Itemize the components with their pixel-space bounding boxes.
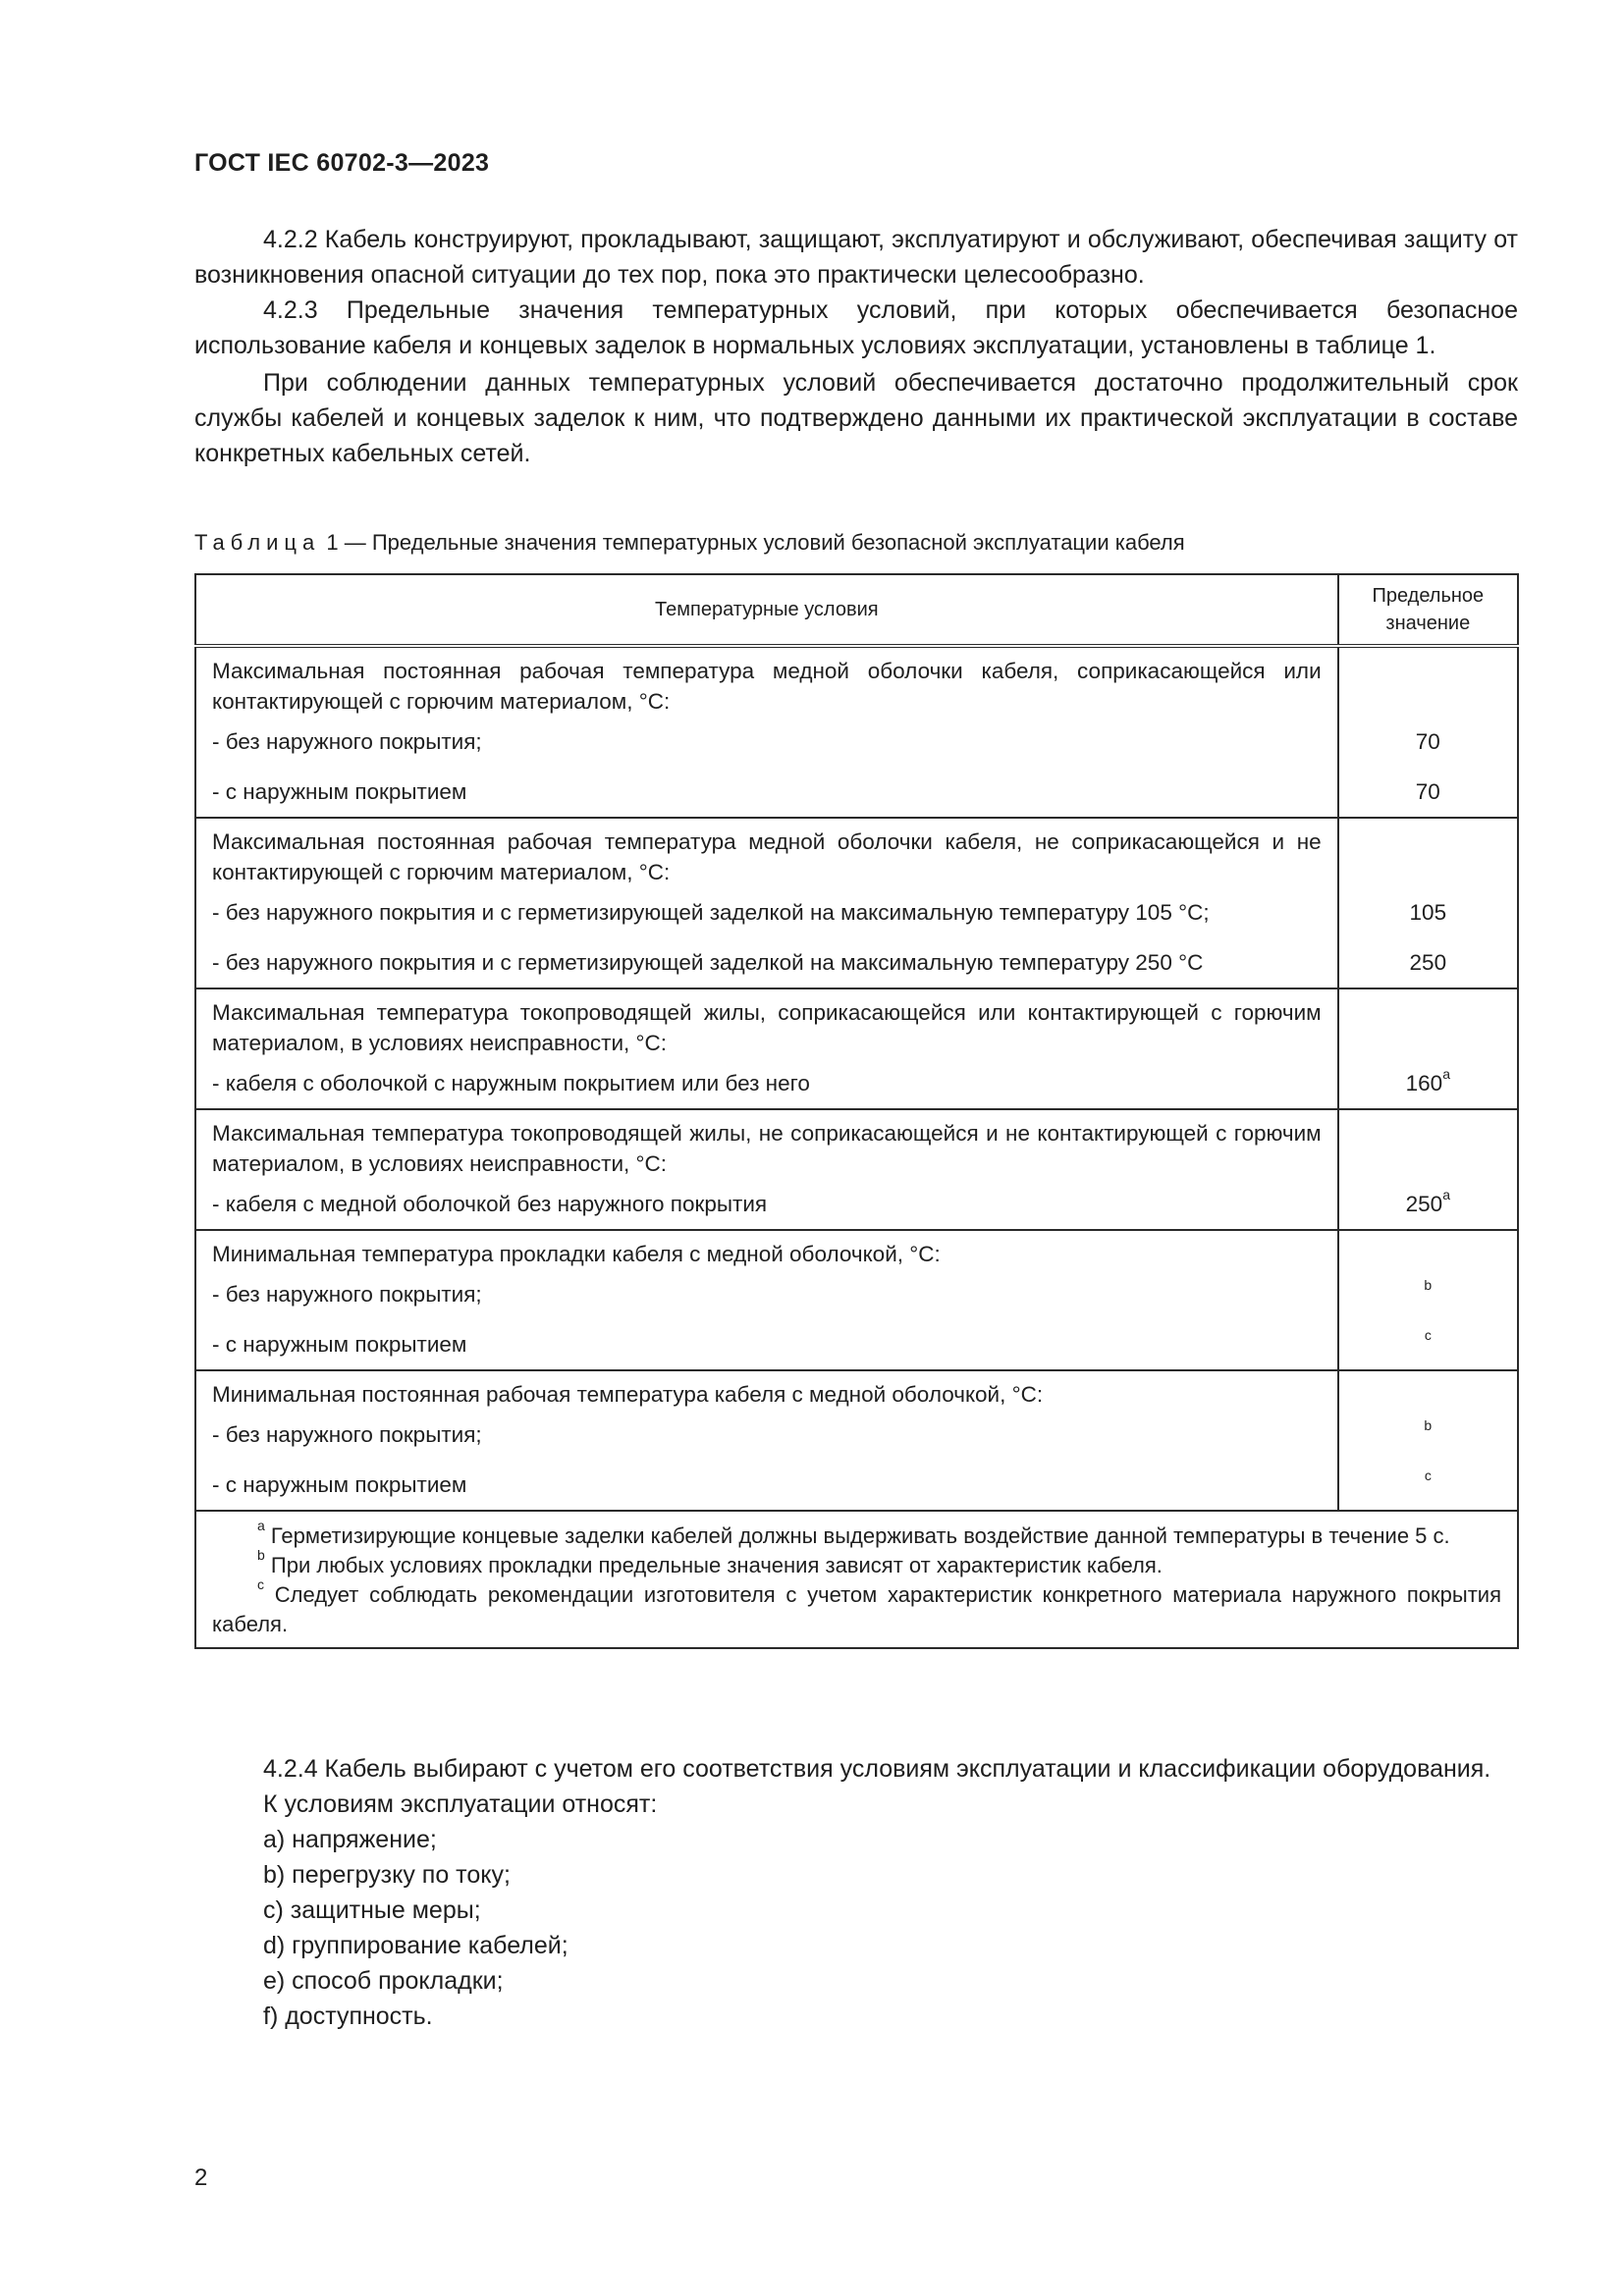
table-group-row: [195, 988, 1518, 1109]
condition-heading: Максимальная температура токопроводящей жилы, соприкасающейся или контактирующей с горючим материалом, в условиях неисправности, °C:: [212, 1000, 1322, 1055]
limit-value: [1343, 1410, 1513, 1460]
limit-value: [1343, 937, 1513, 988]
condition-cell: [195, 646, 1338, 818]
table-body: [195, 646, 1518, 1511]
list-item: d) группирование кабелей;: [263, 1932, 568, 1959]
limit-value: [1343, 1269, 1513, 1319]
table-group-row: [195, 1109, 1518, 1230]
table-notes-row: [195, 1511, 1518, 1648]
table-group-row: [195, 646, 1518, 818]
condition-cell: [195, 1230, 1338, 1370]
condition-item: - с наружным покрытием: [212, 779, 467, 804]
footnote-text: Следует соблюдать рекомендации изготовителя с учетом характеристик конкретного материала наружного покрытия кабеля.: [212, 1582, 1501, 1636]
table-group-row: [195, 818, 1518, 988]
condition-item: - без наружного покрытия;: [212, 1422, 482, 1447]
footnote-ref: c: [1424, 1327, 1432, 1343]
footnote-ref: a: [1442, 1187, 1450, 1202]
table-notes: [195, 1511, 1518, 1648]
condition-heading: Максимальная постоянная рабочая температура медной оболочки кабеля, не соприкасающейся и не контактирующей с горючим материалом, °C:: [212, 829, 1322, 884]
col-header-conditions: Температурные условия: [195, 574, 1338, 646]
condition-item: - кабеля с оболочкой с наружным покрытием или без него: [212, 1071, 810, 1095]
col-header-limit-value-line1: Предельное: [1372, 585, 1485, 607]
list-item: b) перегрузку по току;: [263, 1861, 511, 1889]
table-group-row: [195, 1230, 1518, 1370]
paragraph-4-2-4: 4.2.4 Кабель выбирают с учетом его соответствия условиям эксплуатации и классификации оборудования.: [263, 1755, 1491, 1783]
list-item: f) доступность.: [263, 2002, 433, 2030]
intro-section: [194, 222, 1518, 471]
condition-item: - без наружного покрытия;: [212, 729, 482, 754]
temperature-limits-table: [194, 573, 1519, 1649]
limit-value-number: 105: [1409, 900, 1447, 925]
limit-value: [1343, 887, 1513, 937]
col-header-limit-value-line2: значение: [1385, 613, 1471, 634]
table-footnote: [212, 1547, 1501, 1580]
table-header-row: [195, 574, 1518, 646]
limit-value: [1343, 1460, 1513, 1510]
condition-cell: [195, 1109, 1338, 1230]
limit-value: [1343, 1319, 1513, 1369]
condition-heading: Максимальная температура токопроводящей жилы, не соприкасающейся и не контактирующей с горючим материалом, в условиях неисправности, °C:: [212, 1121, 1322, 1176]
limit-value-number: 250: [1405, 1192, 1443, 1216]
footnote-mark: b: [257, 1547, 265, 1563]
condition-item: - без наружного покрытия и с герметизирующей заделкой на максимальную температуру 105 °C;: [212, 900, 1210, 925]
footnote-mark: c: [257, 1576, 264, 1592]
condition-item: - с наружным покрытием: [212, 1472, 467, 1497]
list-item: c) защитные меры;: [263, 1896, 481, 1924]
table-caption: [194, 528, 1185, 558]
footnote-ref: c: [1424, 1468, 1432, 1483]
condition-heading: Минимальная температура прокладки кабеля с медной оболочкой, °C:: [212, 1242, 941, 1266]
limit-value-number: 250: [1409, 950, 1447, 975]
condition-cell: [195, 1370, 1338, 1511]
limit-value-number: 70: [1415, 779, 1440, 804]
condition-cell: [195, 988, 1338, 1109]
condition-item: - без наружного покрытия;: [212, 1282, 482, 1307]
table-caption-title: 1 — Предельные значения температурных условий безопасной эксплуатации кабеля: [320, 530, 1185, 555]
limit-value: [1343, 717, 1513, 767]
value-cell: [1338, 1109, 1518, 1230]
condition-item: - с наружным покрытием: [212, 1332, 467, 1357]
list-item: a) напряжение;: [263, 1826, 437, 1853]
paragraph-durability: При соблюдении данных температурных условий обеспечивается достаточно продолжительный срок службы кабелей и концевых заделок к ним, что подтверждено данными их практической эксплуатации в составе конкретных кабельных сетей.: [194, 369, 1518, 467]
paragraph-4-2-3: 4.2.3 Предельные значения температурных условий, при которых обеспечивается безопасное использование кабеля и концевых заделок в нормальных условиях эксплуатации, установлены в таблице 1.: [194, 296, 1518, 359]
footnote-mark: a: [257, 1518, 265, 1533]
page-number: 2: [194, 2164, 208, 2191]
limit-value: [1343, 1058, 1513, 1108]
value-cell: [1338, 988, 1518, 1109]
limit-value-number: 70: [1415, 729, 1440, 754]
limit-value: [1343, 767, 1513, 817]
condition-item: - без наружного покрытия и с герметизирующей заделкой на максимальную температуру 250 °C: [212, 950, 1204, 975]
table-footnote: [212, 1576, 1501, 1639]
footnote-ref: a: [1442, 1066, 1450, 1082]
footnote-ref: b: [1424, 1417, 1433, 1433]
value-cell: [1338, 818, 1518, 988]
condition-cell: [195, 818, 1338, 988]
document-header: ГОСТ IEC 60702-3—2023: [194, 149, 490, 177]
table-group-row: [195, 1370, 1518, 1511]
conditions-list: [194, 1822, 1518, 2034]
list-item: e) способ прокладки;: [263, 1967, 504, 1995]
conditions-intro: К условиям эксплуатации относят:: [263, 1790, 658, 1818]
paragraph-4-2-2: 4.2.2 Кабель конструируют, прокладывают, защищают, эксплуатируют и обслуживают, обеспечивая защиту от возникновения опасной ситуации до тех пор, пока это практически целесообразно.: [194, 226, 1518, 289]
condition-heading: Максимальная постоянная рабочая температура медной оболочки кабеля, соприкасающейся или контактирующей с горючим материалом, °C:: [212, 659, 1322, 714]
value-cell: [1338, 1370, 1518, 1511]
limit-value-number: 160: [1405, 1071, 1443, 1095]
footnote-ref: b: [1424, 1277, 1433, 1293]
col-header-limit-value: [1338, 574, 1518, 646]
table-footnote: [212, 1518, 1501, 1551]
condition-item: - кабеля с медной оболочкой без наружного покрытия: [212, 1192, 768, 1216]
limit-value: [1343, 1179, 1513, 1229]
value-cell: [1338, 646, 1518, 818]
condition-heading: Минимальная постоянная рабочая температура кабеля с медной оболочкой, °C:: [212, 1382, 1044, 1407]
footnote-text: При любых условиях прокладки предельные значения зависят от характеристик кабеля.: [264, 1553, 1163, 1577]
value-cell: [1338, 1230, 1518, 1370]
footnote-text: Герметизирующие концевые заделки кабелей должны выдерживать воздействие данной температуры в течение 5 с.: [264, 1523, 1450, 1548]
after-table-section: [194, 1751, 1518, 2034]
table-caption-prefix: Таблица: [194, 530, 321, 555]
